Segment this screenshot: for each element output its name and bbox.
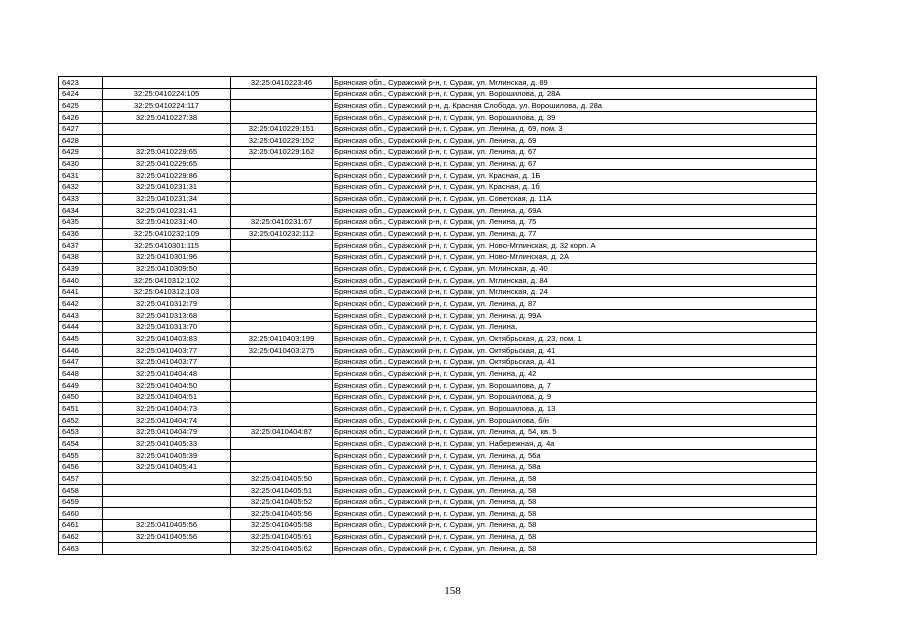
address-cell: Брянская обл., Суражский р-н, г. Сураж, ул. Ленина, д. 58 [333, 473, 817, 485]
table-row [59, 181, 817, 193]
address-cell: Брянская обл., Суражский р-н, г. Сураж, ул. Ворошилова, д. 13 [333, 403, 817, 415]
address-cell: Брянская обл., Суражский р-н, г. Сураж, ул. Ленина, д. 58 [333, 519, 817, 531]
building-number-cell: 32:25:0410404:87 [231, 426, 333, 438]
address-cell: Брянская обл., Суражский р-н, г. Сураж, ул. Ленина, д. 99А [333, 310, 817, 322]
parcel-number-cell: 32:25:0410405:39 [103, 450, 231, 462]
parcel-number-cell: 32:25:0410301:96 [103, 251, 231, 263]
row-number-cell: 6443 [59, 310, 103, 322]
parcel-number-cell: 32:25:0410403:77 [103, 356, 231, 368]
table-row [59, 450, 817, 462]
row-number-cell: 6449 [59, 380, 103, 392]
address-cell: Брянская обл., Суражский р-н, г. Сураж, ул. Ленина, д. 58 [333, 496, 817, 508]
table-row [59, 368, 817, 380]
parcel-number-cell: 32:25:0410309:50 [103, 263, 231, 275]
table-row [59, 240, 817, 252]
table-row [59, 415, 817, 427]
table-row [59, 310, 817, 322]
address-cell: Брянская обл., Суражский р-н, г. Сураж, ул. Ленина, д. 67 [333, 146, 817, 158]
parcel-number-cell: 32:25:0410404:50 [103, 380, 231, 392]
address-cell: Брянская обл., Суражский р-н, г. Сураж, ул. Ленина, д. 58 [333, 531, 817, 543]
address-cell: Брянская обл., Суражский р-н, г. Сураж, ул. Ленина, д. 67 [333, 158, 817, 170]
table-row [59, 275, 817, 287]
address-cell: Брянская обл., Суражский р-н, г. Сураж, ул. Ворошилова, б/н [333, 415, 817, 427]
parcel-number-cell [103, 77, 231, 89]
row-number-cell: 6444 [59, 321, 103, 333]
address-cell: Брянская обл., Суражский р-н, г. Сураж, ул. Красная, д. 1б [333, 181, 817, 193]
parcel-number-cell: 32:25:0410404:51 [103, 391, 231, 403]
address-cell: Брянская обл., Суражский р-н, г. Сураж, ул. Ново-Мглинская, д. 2А [333, 251, 817, 263]
building-number-cell [231, 193, 333, 205]
row-number-cell: 6423 [59, 77, 103, 89]
building-number-cell [231, 321, 333, 333]
parcel-number-cell: 32:25:0410404:73 [103, 403, 231, 415]
row-number-cell: 6451 [59, 403, 103, 415]
parcel-number-cell [103, 473, 231, 485]
row-number-cell: 6441 [59, 286, 103, 298]
row-number-cell: 6435 [59, 216, 103, 228]
table-row [59, 146, 817, 158]
parcel-number-cell [103, 543, 231, 555]
building-number-cell [231, 251, 333, 263]
building-number-cell [231, 438, 333, 450]
row-number-cell: 6460 [59, 508, 103, 520]
parcel-number-cell: 32:25:0410312:79 [103, 298, 231, 310]
table-row [59, 298, 817, 310]
address-cell: Брянская обл., Суражский р-н, г. Сураж, ул. Ленина, д. 56а [333, 450, 817, 462]
parcel-number-cell: 32:25:0410312:102 [103, 275, 231, 287]
address-cell: Брянская обл., Суражский р-н, г. Сураж, ул. Октябрьская, д. 23, пом. 1 [333, 333, 817, 345]
building-number-cell [231, 100, 333, 112]
parcel-number-cell: 32:25:0410405:56 [103, 531, 231, 543]
address-cell: Брянская обл., Суражский р-н, г. Сураж, ул. Ленина, д. 77 [333, 228, 817, 240]
parcel-number-cell: 32:25:0410229:65 [103, 158, 231, 170]
row-number-cell: 6463 [59, 543, 103, 555]
row-number-cell: 6455 [59, 450, 103, 462]
building-number-cell: 32:25:0410405:56 [231, 508, 333, 520]
building-number-cell: 32:25:0410231:67 [231, 216, 333, 228]
parcel-number-cell: 32:25:0410231:40 [103, 216, 231, 228]
building-number-cell [231, 356, 333, 368]
building-number-cell: 32:25:0410405:52 [231, 496, 333, 508]
building-number-cell [231, 380, 333, 392]
row-number-cell: 6447 [59, 356, 103, 368]
row-number-cell: 6456 [59, 461, 103, 473]
address-cell: Брянская обл., Суражский р-н, г. Сураж, ул. Ленина, д. 58а [333, 461, 817, 473]
address-cell: Брянская обл., Суражский р-н, д. Красная Слобода, ул. Ворошилова, д. 28а [333, 100, 817, 112]
parcel-number-cell: 32:25:0410312:103 [103, 286, 231, 298]
address-cell: Брянская обл., Суражский р-н, г. Сураж, ул. Ленина, д. 58 [333, 543, 817, 555]
parcel-number-cell: 32:25:0410231:41 [103, 205, 231, 217]
parcel-number-cell: 32:25:0410405:56 [103, 519, 231, 531]
building-number-cell [231, 415, 333, 427]
row-number-cell: 6432 [59, 181, 103, 193]
building-number-cell: 32:25:0410405:51 [231, 484, 333, 496]
table-row [59, 356, 817, 368]
building-number-cell [231, 368, 333, 380]
row-number-cell: 6436 [59, 228, 103, 240]
parcel-number-cell: 32:25:0410231:31 [103, 181, 231, 193]
address-cell: Брянская обл., Суражский р-н, г. Сураж, ул. Ленина, д. 58 [333, 508, 817, 520]
table-row [59, 111, 817, 123]
building-number-cell: 32:25:0410229:162 [231, 146, 333, 158]
row-number-cell: 6440 [59, 275, 103, 287]
parcel-number-cell: 32:25:0410232:109 [103, 228, 231, 240]
address-cell: Брянская обл., Суражский р-н, г. Сураж, ул. Ленина, д. 87 [333, 298, 817, 310]
parcel-number-cell: 32:25:0410404:79 [103, 426, 231, 438]
address-cell: Брянская обл., Суражский р-н, г. Сураж, ул. Ленина, д. 69, пом. 3 [333, 123, 817, 135]
building-number-cell [231, 391, 333, 403]
address-cell: Брянская обл., Суражский р-н, г. Сураж, ул. Набережная, д. 4а [333, 438, 817, 450]
address-cell: Брянская обл., Суражский р-н, г. Сураж, ул. Октябрьская, д. 41 [333, 356, 817, 368]
row-number-cell: 6461 [59, 519, 103, 531]
table-row [59, 286, 817, 298]
table-row [59, 135, 817, 147]
building-number-cell: 32:25:0410223:46 [231, 77, 333, 89]
table-row [59, 461, 817, 473]
parcel-number-cell: 32:25:0410227:38 [103, 111, 231, 123]
row-number-cell: 6439 [59, 263, 103, 275]
parcel-number-cell [103, 135, 231, 147]
address-cell: Брянская обл., Суражский р-н, г. Сураж, ул. Мглинская, д. 24 [333, 286, 817, 298]
table-row [59, 193, 817, 205]
row-number-cell: 6438 [59, 251, 103, 263]
table-row [59, 496, 817, 508]
building-number-cell: 32:25:0410229:152 [231, 135, 333, 147]
address-cell: Брянская обл., Суражский р-н, г. Сураж, ул. Красная, д. 1Б [333, 170, 817, 182]
address-cell: Брянская обл., Суражский р-н, г. Сураж, ул. Октябрьская, д. 41 [333, 345, 817, 357]
row-number-cell: 6462 [59, 531, 103, 543]
building-number-cell: 32:25:0410405:58 [231, 519, 333, 531]
building-number-cell [231, 461, 333, 473]
row-number-cell: 6429 [59, 146, 103, 158]
table-row [59, 170, 817, 182]
table-row [59, 426, 817, 438]
address-cell: Брянская обл., Суражский р-н, г. Сураж, ул. Ворошилова, д. 7 [333, 380, 817, 392]
table-row [59, 531, 817, 543]
table-row [59, 123, 817, 135]
parcel-number-cell: 32:25:0410405:33 [103, 438, 231, 450]
table-row [59, 543, 817, 555]
address-cell: Брянская обл., Суражский р-н, г. Сураж, ул. Ново-Мглинская, д. 32 корп. А [333, 240, 817, 252]
table-row [59, 158, 817, 170]
parcel-number-cell: 32:25:0410313:70 [103, 321, 231, 333]
building-number-cell [231, 170, 333, 182]
parcel-number-cell: 32:25:0410229:86 [103, 170, 231, 182]
building-number-cell [231, 88, 333, 100]
building-number-cell [231, 181, 333, 193]
building-number-cell [231, 240, 333, 252]
row-number-cell: 6428 [59, 135, 103, 147]
building-number-cell [231, 205, 333, 217]
row-number-cell: 6427 [59, 123, 103, 135]
address-cell: Брянская обл., Суражский р-н, г. Сураж, ул. Ворошилова, д. 39 [333, 111, 817, 123]
table-row [59, 216, 817, 228]
table-row [59, 484, 817, 496]
address-cell: Брянская обл., Суражский р-н, г. Сураж, ул. Советская, д. 11А [333, 193, 817, 205]
register-table-body [59, 77, 817, 555]
table-row [59, 508, 817, 520]
address-cell: Брянская обл., Суражский р-н, г. Сураж, ул. Ленина, д. 42 [333, 368, 817, 380]
row-number-cell: 6454 [59, 438, 103, 450]
row-number-cell: 6448 [59, 368, 103, 380]
building-number-cell: 32:25:0410229:151 [231, 123, 333, 135]
address-cell: Брянская обл., Суражский р-н, г. Сураж, ул. Мглинская, д. 89 [333, 77, 817, 89]
address-cell: Брянская обл., Суражский р-н, г. Сураж, ул. Ленина, д. 54, кв. 5 [333, 426, 817, 438]
parcel-number-cell: 32:25:0410224:105 [103, 88, 231, 100]
address-cell: Брянская обл., Суражский р-н, г. Сураж, ул. Ленина, д. 58 [333, 484, 817, 496]
table-row [59, 473, 817, 485]
address-cell: Брянская обл., Суражский р-н, г. Сураж, ул. Ленина, д. 75 [333, 216, 817, 228]
parcel-number-cell: 32:25:0410231:34 [103, 193, 231, 205]
row-number-cell: 6452 [59, 415, 103, 427]
page-number: 158 [444, 585, 461, 597]
building-number-cell [231, 450, 333, 462]
parcel-number-cell: 32:25:0410301:115 [103, 240, 231, 252]
building-number-cell [231, 286, 333, 298]
row-number-cell: 6442 [59, 298, 103, 310]
building-number-cell [231, 275, 333, 287]
address-cell: Брянская обл., Суражский р-н, г. Сураж, ул. Ленина, д. 69 [333, 135, 817, 147]
building-number-cell: 32:25:0410405:61 [231, 531, 333, 543]
row-number-cell: 6434 [59, 205, 103, 217]
building-number-cell: 32:25:0410403:199 [231, 333, 333, 345]
table-row [59, 391, 817, 403]
parcel-number-cell [103, 508, 231, 520]
table-row [59, 263, 817, 275]
table-row [59, 333, 817, 345]
building-number-cell: 32:25:0410232:112 [231, 228, 333, 240]
parcel-number-cell: 32:25:0410229:65 [103, 146, 231, 158]
table-row [59, 77, 817, 89]
address-cell: Брянская обл., Суражский р-н, г. Сураж, ул. Ворошилова, д. 28А [333, 88, 817, 100]
building-number-cell [231, 263, 333, 275]
row-number-cell: 6425 [59, 100, 103, 112]
row-number-cell: 6450 [59, 391, 103, 403]
table-row [59, 88, 817, 100]
table-row [59, 205, 817, 217]
table-row [59, 438, 817, 450]
address-cell: Брянская обл., Суражский р-н, г. Сураж, ул. Ворошилова, д. 9 [333, 391, 817, 403]
parcel-number-cell: 32:25:0410404:74 [103, 415, 231, 427]
row-number-cell: 6459 [59, 496, 103, 508]
row-number-cell: 6424 [59, 88, 103, 100]
address-cell: Брянская обл., Суражский р-н, г. Сураж, ул. Ленина, [333, 321, 817, 333]
row-number-cell: 6457 [59, 473, 103, 485]
row-number-cell: 6426 [59, 111, 103, 123]
building-number-cell: 32:25:0410405:50 [231, 473, 333, 485]
row-number-cell: 6430 [59, 158, 103, 170]
parcel-number-cell: 32:25:0410313:68 [103, 310, 231, 322]
row-number-cell: 6431 [59, 170, 103, 182]
parcel-number-cell: 32:25:0410224:117 [103, 100, 231, 112]
building-number-cell [231, 298, 333, 310]
row-number-cell: 6458 [59, 484, 103, 496]
building-number-cell: 32:25:0410405:62 [231, 543, 333, 555]
table-row [59, 228, 817, 240]
building-number-cell [231, 111, 333, 123]
parcel-number-cell: 32:25:0410404:48 [103, 368, 231, 380]
table-row [59, 380, 817, 392]
parcel-number-cell: 32:25:0410403:83 [103, 333, 231, 345]
address-cell: Брянская обл., Суражский р-н, г. Сураж, ул. Мглинская, д. 40 [333, 263, 817, 275]
building-number-cell [231, 403, 333, 415]
table-row [59, 519, 817, 531]
row-number-cell: 6445 [59, 333, 103, 345]
row-number-cell: 6433 [59, 193, 103, 205]
table-row [59, 345, 817, 357]
parcel-number-cell: 32:25:0410405:41 [103, 461, 231, 473]
table-row [59, 251, 817, 263]
parcel-number-cell [103, 496, 231, 508]
row-number-cell: 6453 [59, 426, 103, 438]
row-number-cell: 6437 [59, 240, 103, 252]
building-number-cell [231, 158, 333, 170]
table-row [59, 321, 817, 333]
parcel-number-cell [103, 484, 231, 496]
parcel-number-cell: 32:25:0410403:77 [103, 345, 231, 357]
register-table [58, 76, 817, 555]
building-number-cell [231, 310, 333, 322]
parcel-number-cell [103, 123, 231, 135]
table-row [59, 100, 817, 112]
address-cell: Брянская обл., Суражский р-н, г. Сураж, ул. Ленина, д. 69А [333, 205, 817, 217]
row-number-cell: 6446 [59, 345, 103, 357]
address-cell: Брянская обл., Суражский р-н, г. Сураж, ул. Мглинская, д. 84 [333, 275, 817, 287]
table-row [59, 403, 817, 415]
building-number-cell: 32:25:0410403:275 [231, 345, 333, 357]
